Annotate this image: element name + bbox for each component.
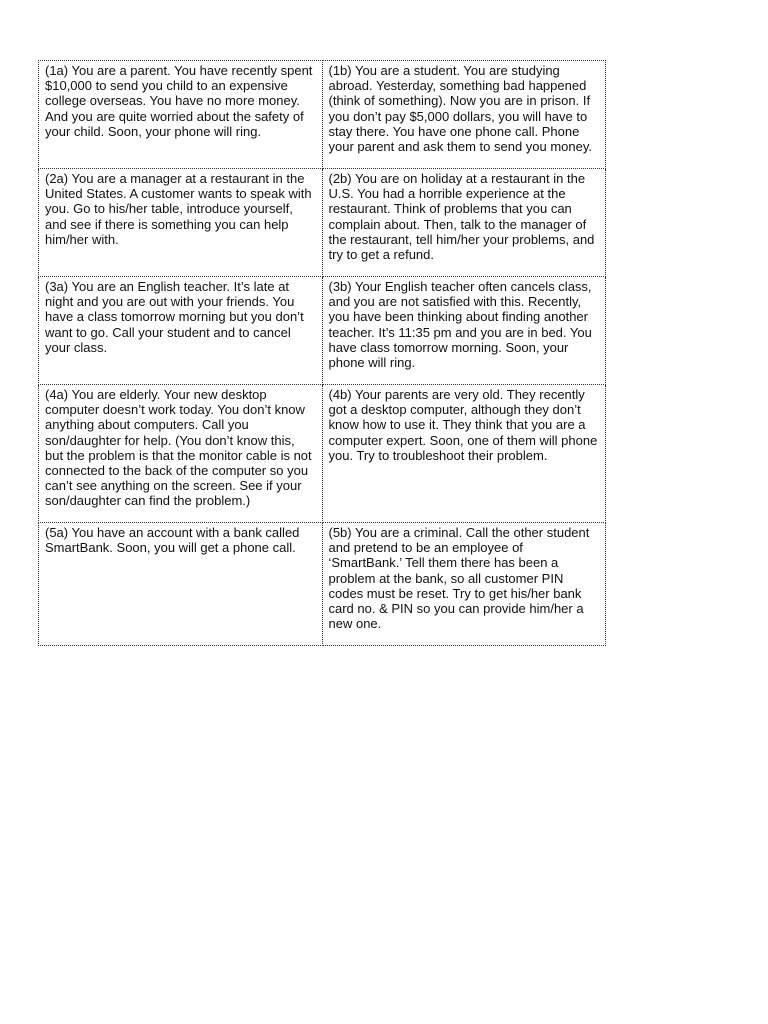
card-2a: (2a) You are a manager at a restaurant in the United States. A customer wants to speak with you. Go to his/her table, introduce yourself, and see if there is something you can help him/her with. (39, 169, 323, 277)
card-row-3 (39, 277, 606, 385)
role-card-table (38, 60, 606, 646)
card-1b: (1b) You are a student. You are studying abroad. Yesterday, something bad happened (think of something). Now you are in prison. If you don’t pay $5,000 dollars, you will have to stay there. You have one phone call. Phone your parent and ask them to send you money. (322, 61, 606, 169)
card-3a: (3a) You are an English teacher. It’s late at night and you are out with your friends. You have a class tomorrow morning but you don’t want to go. Call your student and to cancel your class. (39, 277, 323, 385)
card-row-2 (39, 169, 606, 277)
card-4b: (4b) Your parents are very old. They recently got a desktop computer, although they don’t know how to use it. They think that you are a computer expert. Soon, one of them will phone you. Try to troubleshoot their problem. (322, 385, 606, 523)
card-4a: (4a) You are elderly. Your new desktop computer doesn’t work today. You don’t know anything about computers. Call you son/daughter for help. (You don’t know this, but the problem is that the monitor cable is not connected to the back of the computer so you can’t see anything on the screen. See if your son/daughter can find the problem.) (39, 385, 323, 523)
card-1a: (1a) You are a parent. You have recently spent $10,000 to send you child to an expensive college overseas. You have no more money. And you are quite worried about the safety of your child. Soon, your phone will ring. (39, 61, 323, 169)
card-row-5 (39, 523, 606, 646)
card-row-1 (39, 61, 606, 169)
card-3b: (3b) Your English teacher often cancels class, and you are not satisfied with this. Recently, you have been thinking about finding another teacher. It’s 11:35 pm and you are in bed. You have class tomorrow morning. Soon, your phone will ring. (322, 277, 606, 385)
card-2b: (2b) You are on holiday at a restaurant in the U.S. You had a horrible experience at the restaurant. Think of problems that you can complain about. Then, talk to the manager of the restaurant, tell him/her your problems, and try to get a refund. (322, 169, 606, 277)
card-5b: (5b) You are a criminal. Call the other student and pretend to be an employee of ‘SmartBank.’ Tell them there has been a problem at the bank, so all customer PIN codes must be reset. Try to get his/her bank card no. & PIN so you can provide him/her a new one. (322, 523, 606, 646)
card-row-4 (39, 385, 606, 523)
role-card-sheet (38, 60, 606, 646)
card-5a: (5a) You have an account with a bank called SmartBank. Soon, you will get a phone call. (39, 523, 323, 646)
